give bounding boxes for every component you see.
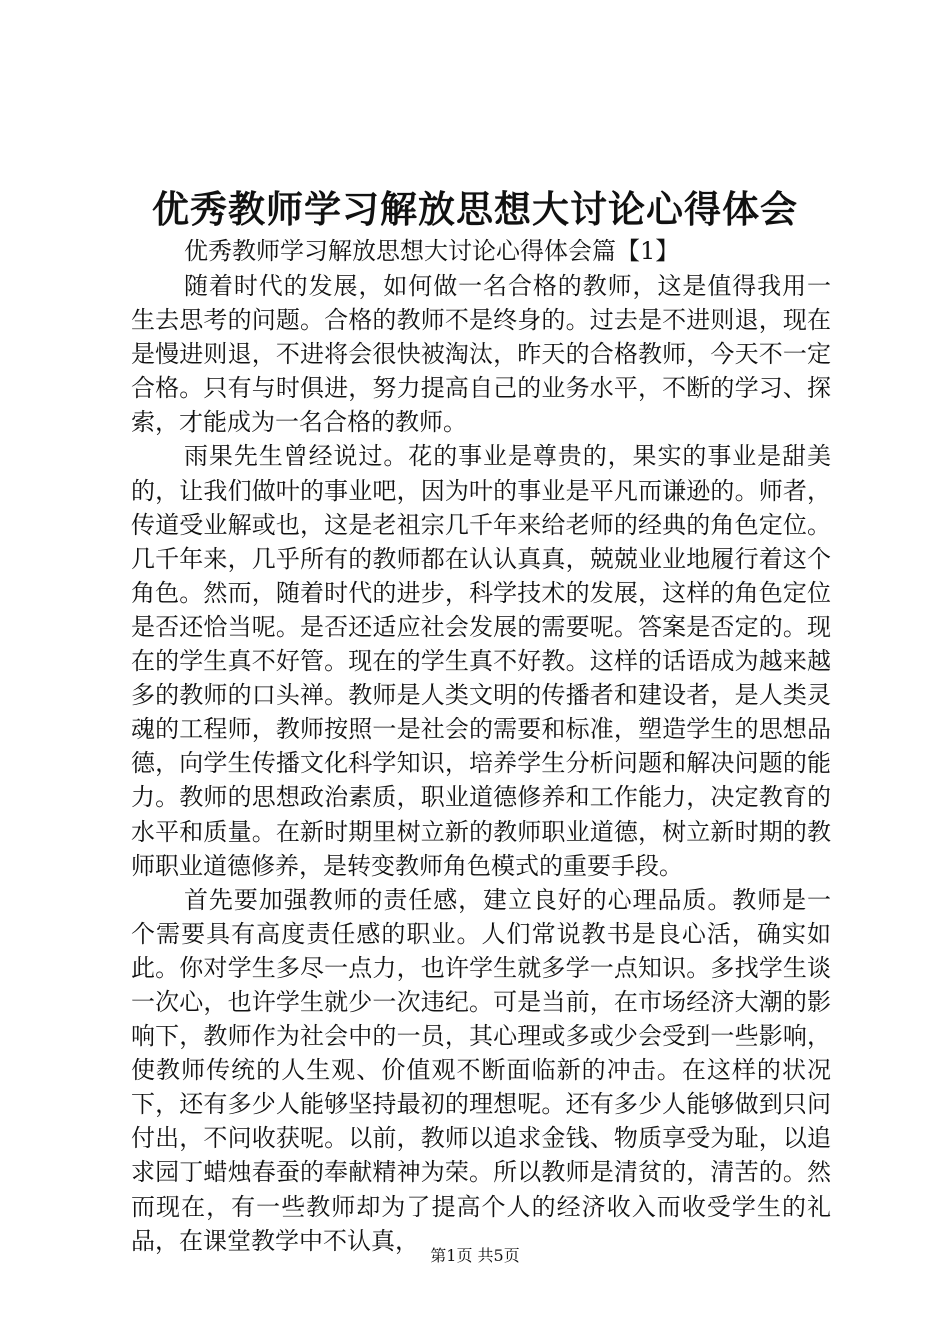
paragraph: 随着时代的发展，如何做一名合格的教师，这是值得我用一生去思考的问题。合格的教师不是终身的。过去是不进则退，现在是慢进则退，不进将会很快被淘汰，昨天的合格教师，今天不一定合格。只有与时俱进，努力提高自己的业务水平，不断的学习、探索，才能成为一名合格的教师。 — [131, 272, 831, 437]
document-body — [131, 269, 831, 1258]
page-title: 优秀教师学习解放思想大讨论心得体会 — [152, 187, 798, 231]
paragraph: 雨果先生曾经说过。花的事业是尊贵的，果实的事业是甜美的，让我们做叶的事业吧，因为叶的事业是平凡而谦逊的。师者，传道受业解或也，这是老祖宗几千年来给老师的经典的角色定位。几千年来，几乎所有的教师都在认认真真，兢兢业业地履行着这个角色。然而，随着时代的进步，科学技术的发展，这样的角色定位是否还恰当呢。是否还适应社会发展的需要呢。答案是否定的。现在的学生真不好管。现在的学生真不好教。这样的话语成为越来越多的教师的口头禅。教师是人类文明的传播者和建设者，是人类灵魂的工程师，教师按照一是社会的需要和标准，塑造学生的思想品德，向学生传播文化科学知识，培养学生分析问题和解决问题的能力。教师的思想政治素质，职业道德修养和工作能力，决定教育的水平和质量。在新时期里树立新的教师职业道德，树立新时期的教师职业道德修养，是转变教师角色模式的重要手段。 — [131, 442, 831, 880]
paragraph: 首先要加强教师的责任感，建立良好的心理品质。教师是一个需要具有高度责任感的职业。人们常说教书是良心活，确实如此。你对学生多尽一点力，也许学生就多学一点知识。多找学生谈一次心，也许学生就少一次违纪。可是当前，在市场经济大潮的影响下，教师作为社会中的一员，其心理或多或少会受到一些影响，使教师传统的人生观、价值观不断面临新的冲击。在这样的状况下，还有多少人能够坚持最初的理想呢。还有多少人能够做到只问付出，不问收获呢。以前，教师以追求金钱、物质享受为耻，以追求园丁蜡烛春蚕的奉献精神为荣。所以教师是清贫的，清苦的。然而现在，有一些教师却为了提高个人的经济收入而收受学生的礼品，在课堂教学中不认真， — [131, 885, 831, 1255]
page-footer: 第1页 共5页 — [430, 1246, 520, 1265]
document-subtitle: 优秀教师学习解放思想大讨论心得体会篇【1】 — [184, 237, 680, 265]
